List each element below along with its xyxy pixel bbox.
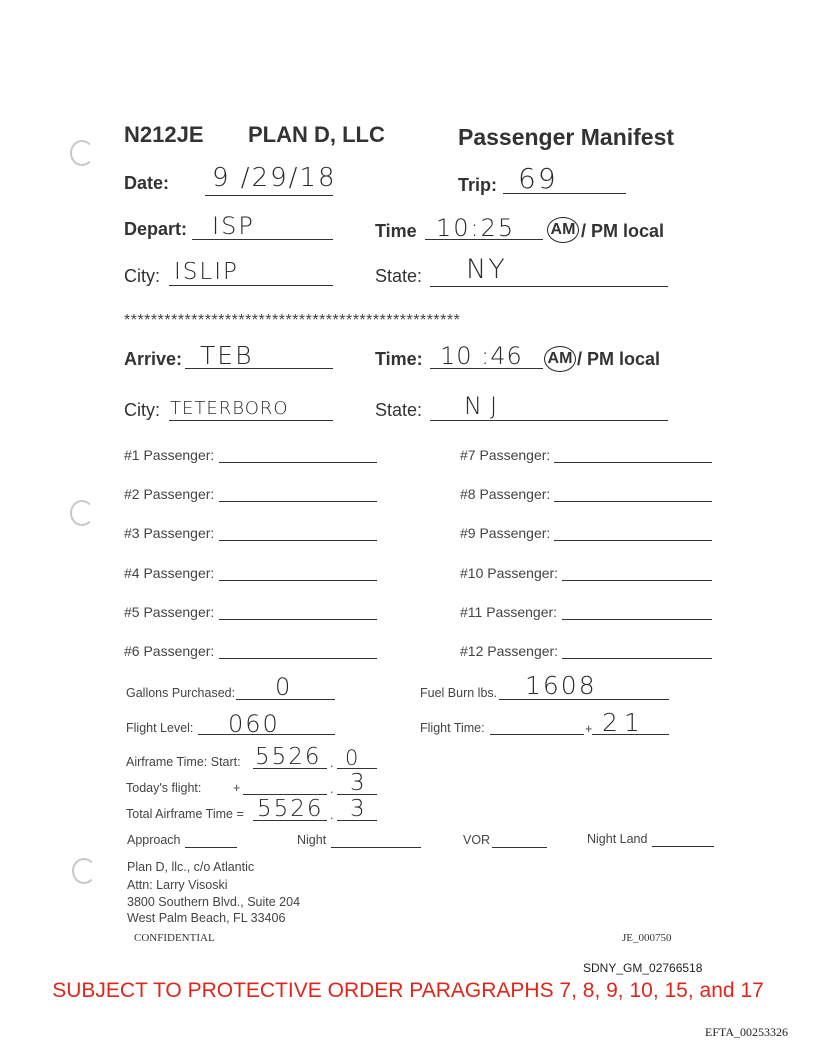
night-land-label: Night Land — [587, 832, 648, 846]
staple-mark-icon — [70, 140, 94, 166]
approach-label: Approach — [127, 833, 181, 847]
todays-flight-decimal: 3 — [350, 770, 367, 796]
passenger-8-label: #8 Passenger: — [460, 486, 551, 502]
passenger-6-field[interactable] — [219, 658, 377, 659]
depart-time-label: Time — [375, 221, 417, 241]
address-line-1: Plan D, llc., c/o Atlantic — [127, 860, 255, 874]
airframe-start-whole: 5526 — [255, 744, 322, 770]
airframe-start-label: Airframe Time: Start: — [126, 755, 241, 769]
passenger-11-field[interactable] — [562, 619, 712, 620]
passenger-4-label: #4 Passenger: — [124, 565, 215, 581]
arrive-time-label: Time: — [375, 349, 423, 369]
passenger-9-label: #9 Passenger: — [460, 525, 551, 541]
tail-number: N212JE — [124, 122, 204, 147]
confidential-stamp: CONFIDENTIAL — [134, 932, 215, 944]
staple-mark-icon — [70, 500, 94, 526]
pm-local-label: / PM local — [577, 349, 661, 369]
arrive-city-label: City: — [124, 400, 160, 420]
trip-label: Trip: — [458, 175, 497, 195]
passenger-1-label: #1 Passenger: — [124, 447, 215, 463]
todays-flight-plus: + — [233, 781, 241, 795]
je-bates-number: JE_000750 — [622, 932, 672, 944]
passenger-3-label: #3 Passenger: — [124, 525, 215, 541]
flight-time-plus: + — [585, 722, 593, 736]
arrive-state-label: State: — [375, 400, 423, 420]
sdny-bates-number: SDNY_GM_02766518 — [583, 961, 703, 975]
company-name: PLAN D, LLC — [248, 122, 385, 147]
pm-local-label: / PM local — [581, 221, 665, 241]
passenger-10-field[interactable] — [562, 580, 712, 581]
separator: ************************************************** — [124, 312, 461, 329]
airframe-start-decimal: 0 — [345, 746, 361, 770]
gallons-label: Gallons Purchased: — [126, 686, 236, 700]
passenger-7-label: #7 Passenger: — [460, 447, 551, 463]
passenger-2-label: #2 Passenger: — [124, 486, 215, 502]
protective-order-notice: SUBJECT TO PROTECTIVE ORDER PARAGRAPHS 7, 8, 9, 10, 15, and 17 — [52, 979, 764, 1002]
passenger-5-field[interactable] — [219, 619, 377, 620]
passenger-9-field[interactable] — [554, 540, 712, 541]
total-airframe-label: Total Airframe Time = — [126, 807, 244, 821]
flight-level-value: 060 — [228, 710, 280, 738]
decimal-point: . — [330, 756, 334, 770]
depart-state-value: NY — [466, 254, 507, 285]
passenger-10-label: #10 Passenger: — [460, 565, 559, 581]
address-line-3: 3800 Southern Blvd., Suite 204 — [127, 895, 301, 909]
fuel-burn-label: Fuel Burn lbs. — [420, 686, 498, 700]
arrive-time-value: 10 :46 — [440, 342, 523, 370]
passenger-2-field[interactable] — [219, 501, 377, 502]
passenger-11-label: #11 Passenger: — [460, 604, 558, 620]
document-title: Passenger Manifest — [458, 124, 675, 150]
total-airframe-decimal: 3 — [350, 796, 367, 822]
arrive-label: Arrive: — [124, 349, 183, 369]
decimal-point: . — [330, 782, 334, 796]
passenger-3-field[interactable] — [219, 540, 377, 541]
passenger-5-label: #5 Passenger: — [124, 604, 215, 620]
depart-time-value: 10:25 — [436, 214, 516, 242]
decimal-point: . — [330, 808, 334, 822]
passenger-1-field[interactable] — [219, 462, 377, 463]
total-airframe-whole: 5526 — [257, 796, 324, 822]
flight-time-value: 21 — [602, 708, 646, 737]
flight-time-label: Flight Time: — [420, 721, 485, 735]
passenger-12-label: #12 Passenger: — [460, 643, 559, 659]
depart-city-value: ISLIP — [174, 259, 239, 285]
depart-city-label: City: — [124, 266, 160, 286]
efta-number: EFTA_00253326 — [705, 1025, 789, 1039]
passenger-8-field[interactable] — [554, 501, 712, 502]
arrive-state-value: NJ — [464, 392, 506, 420]
flight-level-label: Flight Level: — [126, 721, 194, 735]
depart-value: ISP — [212, 212, 255, 240]
address-line-4: West Palm Beach, FL 33406 — [127, 911, 286, 925]
arrive-value: TEB — [200, 341, 254, 370]
night-label: Night — [297, 833, 327, 847]
depart-state-label: State: — [375, 266, 423, 286]
am-circled: AM — [544, 346, 576, 372]
address-line-2: Attn: Larry Visoski — [127, 878, 228, 892]
passenger-6-label: #6 Passenger: — [124, 643, 215, 659]
depart-label: Depart: — [124, 219, 188, 239]
trip-value: 69 — [518, 162, 558, 195]
gallons-value: 0 — [275, 673, 293, 701]
staple-mark-icon — [72, 858, 96, 884]
am-circled: AM — [547, 217, 579, 243]
passenger-12-field[interactable] — [562, 658, 712, 659]
passenger-7-field[interactable] — [554, 462, 712, 463]
fuel-burn-value: 1608 — [525, 671, 597, 700]
todays-flight-label: Today's flight: — [126, 781, 202, 795]
arrive-city-value: TETERBORO — [170, 398, 289, 419]
passenger-4-field[interactable] — [219, 580, 377, 581]
date-value: 9 /29/18 — [212, 163, 337, 193]
date-label: Date: — [124, 173, 170, 193]
vor-label: VOR — [463, 833, 491, 847]
